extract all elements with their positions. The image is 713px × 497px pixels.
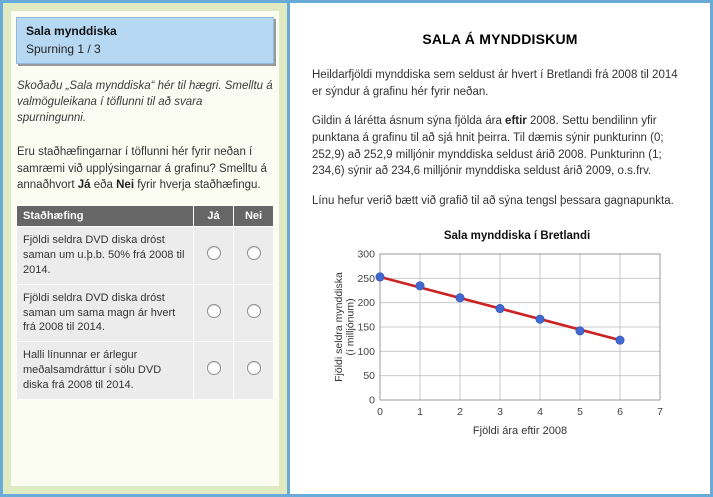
column-header-no: Nei [234, 206, 274, 227]
data-point[interactable] [536, 315, 544, 323]
y-tick-label: 50 [363, 369, 375, 382]
stimulus-para-2-part2: 2008. Settu bendilinn yfir punktana á grafinu til að sjá hnit þeirra. Til dæmis sýnir punkturinn (0; 252,9) að 252,9 milljónir mynddiska seldust árið 2008. Punkturinn (1; 234,6) sýnir að 234,6 milljónir mynddiska seldust árið 2009, o.s.frv. [312, 115, 664, 178]
x-tick-label: 6 [617, 405, 623, 418]
table-row [17, 342, 274, 400]
y-tick-label: 150 [357, 321, 375, 334]
question-text-bold-ja: Já [77, 178, 91, 191]
question-title: Sala mynddiska [26, 24, 117, 38]
stimulus-para-2-part1: Gildin á lárétta ásnum sýna fjölda ára [312, 115, 506, 128]
stimulus-para-2-bold: eftir [505, 115, 527, 128]
data-point[interactable] [616, 336, 624, 344]
intro-text: Skoðaðu „Sala mynddiska“ hér til hægri. Smelltu á valmöguleikana í töflunni til að svara spurningunni. [17, 80, 273, 125]
question-text [17, 144, 273, 193]
radio-no-row2[interactable] [247, 304, 261, 318]
radio-no-row1[interactable] [247, 246, 261, 260]
table-row [17, 227, 274, 285]
radio-yes-row3[interactable] [207, 361, 221, 375]
chart-canvas[interactable] [330, 246, 670, 438]
statements-table [16, 205, 274, 400]
x-tick-label: 2 [457, 405, 463, 418]
x-tick-label: 1 [417, 405, 423, 418]
table-row [17, 284, 274, 342]
stimulus-title: SALA Á MYNDDISKUM [422, 31, 578, 47]
radio-yes-row2[interactable] [207, 304, 221, 318]
data-point[interactable] [456, 293, 464, 301]
table-header-row [17, 206, 274, 227]
stimulus-para-3: Línu hefur verið bætt við grafið til að sýna tengsl þessara gagnapunkta. [312, 195, 674, 208]
question-text-part3: fyrir hverja staðhæfingu. [134, 178, 261, 191]
stimulus-para-1: Heildarfjöldi mynddiska sem seldust ár hvert í Bretlandi frá 2008 til 2014 er sýndur á grafinu hér fyrir neðan. [312, 69, 678, 98]
statement-1-text: Fjöldi seldra DVD diska dróst saman um u.þ.b. 50% frá 2008 til 2014. [17, 227, 194, 285]
y-tick-label: 250 [357, 272, 375, 285]
radio-yes-row1[interactable] [207, 246, 221, 260]
y-axis-label: Fjöldi seldra mynddiska(í milljónum) [333, 271, 357, 382]
question-text-bold-nei: Nei [116, 178, 135, 191]
question-panel-inner [11, 11, 279, 486]
stimulus-para-2 [312, 113, 688, 180]
radio-no-row3[interactable] [247, 361, 261, 375]
y-tick-label: 200 [357, 296, 375, 309]
x-tick-label: 0 [377, 405, 383, 418]
y-tick-label: 100 [357, 345, 375, 358]
data-point[interactable] [576, 326, 584, 334]
y-tick-label: 0 [369, 394, 375, 407]
x-tick-label: 3 [497, 405, 503, 418]
data-point[interactable] [376, 272, 384, 280]
x-axis-label: Fjöldi ára eftir 2008 [472, 424, 568, 437]
question-progress: Spurning 1 / 3 [26, 42, 101, 56]
chart-title: Sala mynddiska í Bretlandi [443, 229, 591, 242]
question-header-box [16, 17, 274, 64]
question-text-part2: eða [90, 178, 117, 191]
chart-container [330, 230, 670, 443]
data-point[interactable] [416, 281, 424, 289]
x-tick-label: 5 [577, 405, 583, 418]
data-point[interactable] [496, 304, 504, 312]
stimulus-panel [290, 3, 710, 494]
statement-3-text: Halli línunnar er árlegur meðalsamdráttur í sölu DVD diska frá 2008 til 2014. [17, 342, 194, 400]
column-header-statement: Staðhæfing [17, 206, 194, 227]
x-tick-label: 4 [537, 405, 543, 418]
question-text-part1: Eru staðhæfingarnar í töflunni hér fyrir neðan í samræmi við upplýsingarnar á grafinu? Smelltu á annaðhvort [17, 146, 267, 191]
statement-2-text: Fjöldi seldra DVD diska dróst saman um sama magn ár hvert frá 2008 til 2014. [17, 284, 194, 342]
x-tick-label: 7 [657, 405, 663, 418]
column-header-yes: Já [194, 206, 234, 227]
y-tick-label: 300 [357, 248, 375, 261]
question-panel [3, 3, 290, 494]
